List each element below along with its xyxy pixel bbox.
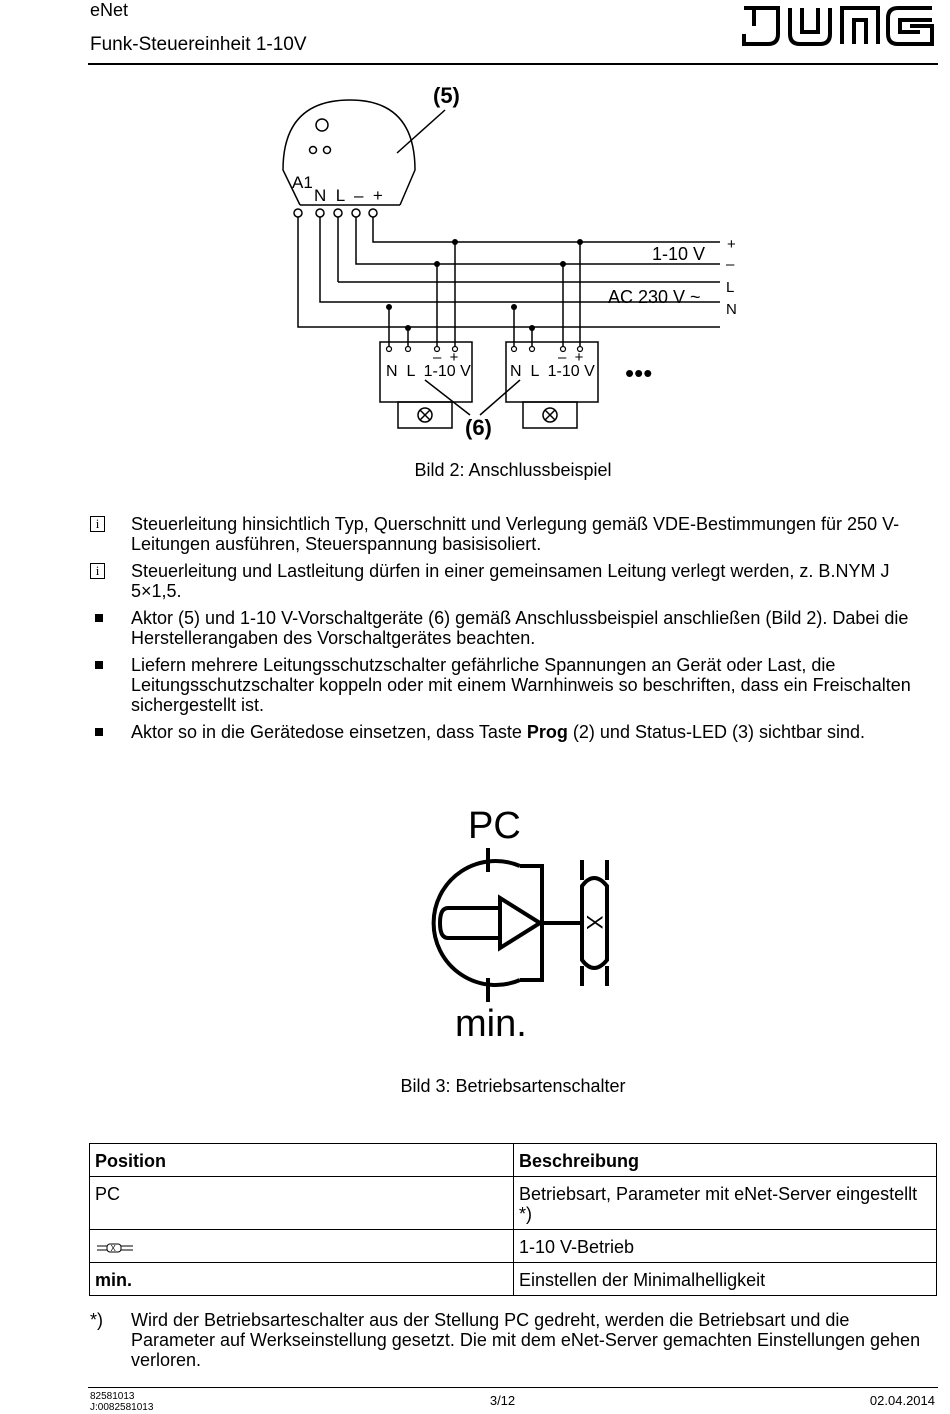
cell-position: min. — [90, 1263, 514, 1296]
actuator-label: (5) — [433, 83, 460, 108]
rail-l: L — [726, 279, 735, 296]
mode-switch-diagram — [400, 800, 660, 1045]
rail-plus: + — [727, 236, 736, 253]
cell-description: Einstellen der Minimalhelligkeit — [514, 1263, 937, 1296]
footnote-text: Wird der Betriebsarteschalter aus der Stellung PC gedreht, werden die Betriebsart und die Parameter auf Werkseinstellung gesetzt. Die mit dem eNet-Server gemachten Einstellungen gehen verloren. — [131, 1310, 921, 1370]
list-item-text: Aktor so in die Gerätedose einsetzen, dass Taste Prog (2) und Status-LED (3) sichtbar sind. — [131, 722, 866, 742]
info-icon: i — [90, 563, 105, 579]
list-item — [90, 514, 930, 554]
instruction-list — [90, 514, 930, 749]
jung-logo — [738, 4, 938, 53]
bullet-icon — [95, 661, 103, 669]
x-switch-icon — [95, 1240, 135, 1256]
footnote — [90, 1310, 935, 1370]
footnote-marker: *) — [90, 1310, 103, 1330]
table-header-row — [90, 1144, 937, 1177]
rail-n: N — [726, 301, 737, 318]
rail-minus: – — [726, 256, 735, 273]
footer-rule — [88, 1387, 938, 1388]
switch-label-x: X — [582, 915, 607, 930]
terminal-labels: N L – + — [314, 186, 383, 205]
ballast-2-terminals: N L 1-10 V — [510, 363, 595, 380]
list-item — [90, 722, 930, 742]
bullet-icon — [95, 614, 103, 622]
cell-description: Betriebsart, Parameter mit eNet-Server eingestellt *) — [514, 1177, 937, 1230]
cell-description: 1-10 V-Betrieb — [514, 1230, 937, 1263]
wiring-diagram — [0, 70, 950, 450]
table-row — [90, 1263, 937, 1296]
doc-number: 82581013 — [90, 1391, 135, 1402]
svg-text:X: X — [110, 1244, 116, 1254]
supply-control-label: 1-10 V — [652, 244, 706, 264]
list-item-text: Aktor (5) und 1-10 V-Vorschaltgeräte (6) gemäß Anschlussbeispiel anschließen (Bild 2). Dabei die Herstellerangaben des Vorschaltgerätes beachten. — [131, 608, 909, 648]
terminal-a1: A1 — [292, 173, 313, 192]
footer-date: 02.04.2014 — [869, 1393, 935, 1408]
table-row — [90, 1177, 937, 1230]
list-item-text: Liefern mehrere Leitungsschutzschalter gefährliche Spannungen an Gerät oder Last, die Leitungsschutzschalter koppeln oder mit einem Warnhinweis so beschriften, dass ein Freischalten sichergestellt ist. — [131, 655, 911, 715]
list-item — [90, 655, 930, 715]
list-item — [90, 561, 930, 601]
list-item — [90, 608, 930, 648]
switch-label-min: min. — [455, 1003, 527, 1045]
prog-key-name: Prog — [526, 722, 568, 742]
figure-2-caption: Bild 2: Anschlussbeispiel — [414, 460, 612, 480]
continuation-dots: ••• — [625, 358, 653, 388]
doc-code: J:0082581013 — [90, 1402, 154, 1413]
list-item-text: Steuerleitung hinsichtlich Typ, Querschnitt und Verlegung gemäß VDE-Bestimmungen für 250 V-Leitungen ausführen, Steuerspannung basisisoliert. — [131, 514, 900, 554]
column-header-position: Position — [95, 1151, 166, 1171]
info-icon: i — [90, 516, 105, 532]
column-header-description: Beschreibung — [519, 1151, 640, 1171]
figure-3-caption: Bild 3: Betriebsartenschalter — [400, 1076, 626, 1096]
list-item-text: Steuerleitung und Lastleitung dürfen in einer gemeinsamen Leitung verlegt werden, z. B.NYM J 5×1,5. — [131, 561, 890, 601]
product-line: eNet — [90, 0, 129, 20]
cell-position: PC — [90, 1177, 514, 1230]
header-rule — [88, 63, 938, 65]
ballast-2-pm: – + — [558, 349, 584, 366]
switch-label-pc: PC — [468, 805, 521, 847]
page-number: 3/12 — [489, 1393, 516, 1408]
product-name: Funk-Steuereinheit 1-10V — [90, 34, 307, 55]
table-row — [90, 1230, 937, 1263]
ballast-1-terminals: N L 1-10 V — [386, 363, 471, 380]
ballast-label: (6) — [465, 415, 492, 440]
bullet-icon — [95, 728, 103, 736]
cell-position — [90, 1230, 514, 1263]
switch-position-table — [89, 1143, 937, 1296]
ballast-1-pm: – + — [433, 349, 459, 366]
supply-mains-label: AC 230 V ~ — [608, 287, 701, 307]
